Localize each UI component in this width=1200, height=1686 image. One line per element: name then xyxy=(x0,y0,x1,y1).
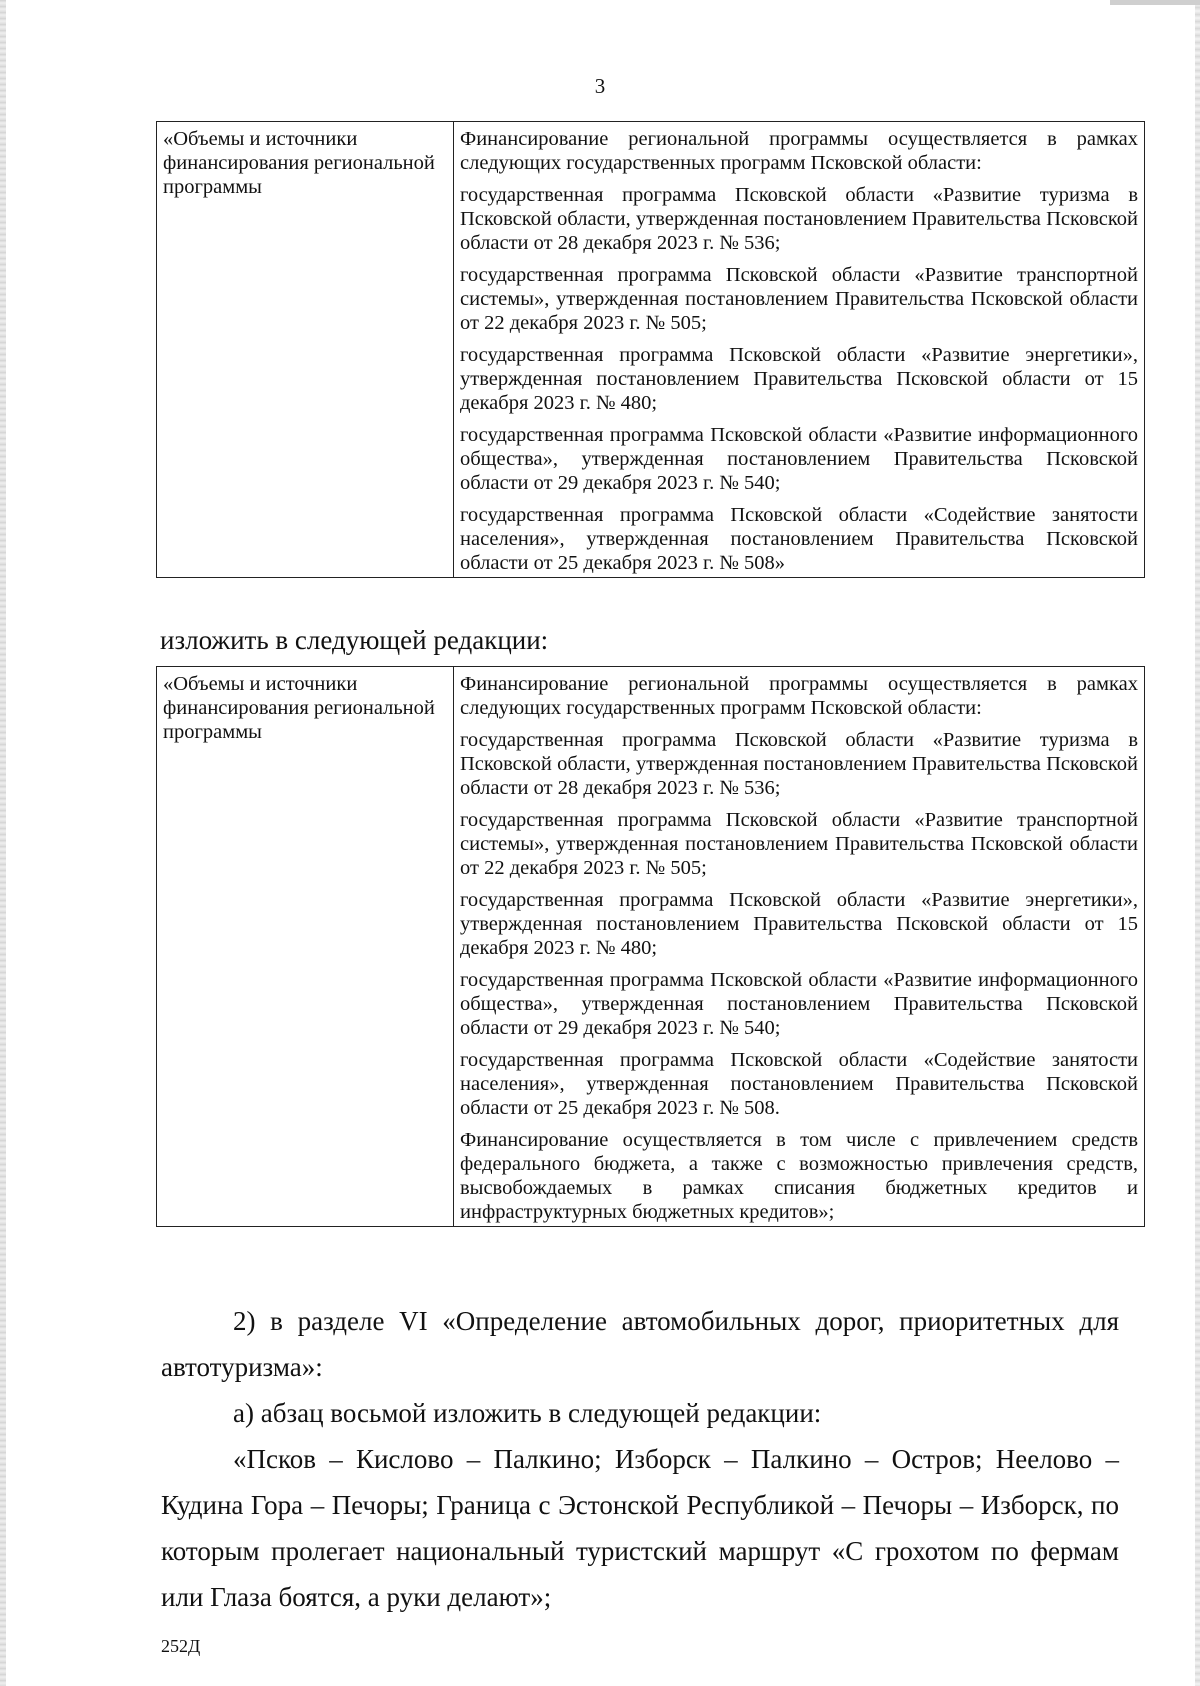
table-paragraph: Финансирование региональной программы осуществляется в рамках следующих государственных программ Псковской области: xyxy=(460,128,1138,174)
table-new-wording xyxy=(156,666,1145,1227)
scan-edge-left xyxy=(0,0,6,1686)
body-paragraph: «Псков – Кислово – Палкино; Изборск – Палкино – Остров; Неелово – Кудина Гора – Печоры; Граница с Эстонской Республикой – Печоры – Изборск, по которым пролегает национальный туристский маршрут «С грохотом по фермам или Глаза боятся, а руки делают»; xyxy=(161,1444,1119,1612)
footer-code: 252Д xyxy=(161,1636,201,1656)
table-paragraph: государственная программа Псковской области «Развитие транспортной системы», утвержденная постановлением Правительства Псковской области от 22 декабря 2023 г. № 505; xyxy=(460,809,1138,879)
table-label-cell: «Объемы и источники финансирования региональной программы xyxy=(157,122,454,578)
table-content-cell xyxy=(454,667,1145,1227)
table-paragraph: Финансирование региональной программы осуществляется в рамках следующих государственных программ Псковской области: xyxy=(460,673,1138,719)
table-paragraph: государственная программа Псковской области «Развитие туризма в Псковской области, утвержденная постановлением Правительства Псковской области от 28 декабря 2023 г. № 536; xyxy=(460,184,1138,254)
table-paragraph: государственная программа Псковской области «Содействие занятости населения», утвержденная постановлением Правительства Псковской области от 25 декабря 2023 г. № 508. xyxy=(460,1049,1138,1119)
scan-corner xyxy=(1110,0,1200,5)
table-content-cell xyxy=(454,122,1145,578)
table-paragraph: государственная программа Псковской области «Развитие энергетики», утвержденная постановлением Правительства Псковской области от 15 декабря 2023 г. № 480; xyxy=(460,889,1138,959)
body-paragraph: 2) в разделе VI «Определение автомобильных дорог, приоритетных для автотуризма»: xyxy=(161,1306,1119,1382)
scan-edge-right xyxy=(1195,0,1200,1686)
table-current-wording xyxy=(156,121,1145,578)
table-row xyxy=(157,667,1145,1227)
between-text: изложить в следующей редакции: xyxy=(160,625,549,655)
table-paragraph: государственная программа Псковской области «Развитие транспортной системы», утвержденная постановлением Правительства Псковской области от 22 декабря 2023 г. № 505; xyxy=(460,264,1138,334)
page-number: 3 xyxy=(594,74,606,98)
table-paragraph: государственная программа Псковской области «Развитие энергетики», утвержденная постановлением Правительства Псковской области от 15 декабря 2023 г. № 480; xyxy=(460,344,1138,414)
table-paragraph: государственная программа Псковской области «Содействие занятости населения», утвержденная постановлением Правительства Псковской области от 25 декабря 2023 г. № 508» xyxy=(460,504,1138,574)
table-row xyxy=(157,122,1145,578)
table-paragraph: государственная программа Псковской области «Развитие информационного общества», утвержденная постановлением Правительства Псковской области от 29 декабря 2023 г. № 540; xyxy=(460,424,1138,494)
table-paragraph: Финансирование осуществляется в том числе с привлечением средств федерального бюджета, а также с возможностью привлечения средств, высвобождаемых в рамках списания бюджетных кредитов и инфраструктурных бюджетных кредитов»; xyxy=(460,1129,1138,1223)
body-paragraph: а) абзац восьмой изложить в следующей редакции: xyxy=(233,1398,822,1428)
body-text xyxy=(161,1298,1119,1620)
table-paragraph: государственная программа Псковской области «Развитие туризма в Псковской области, утвержденная постановлением Правительства Псковской области от 28 декабря 2023 г. № 536; xyxy=(460,729,1138,799)
table-paragraph: государственная программа Псковской области «Развитие информационного общества», утвержденная постановлением Правительства Псковской области от 29 декабря 2023 г. № 540; xyxy=(460,969,1138,1039)
table-label-cell: «Объемы и источники финансирования региональной программы xyxy=(157,667,454,1227)
